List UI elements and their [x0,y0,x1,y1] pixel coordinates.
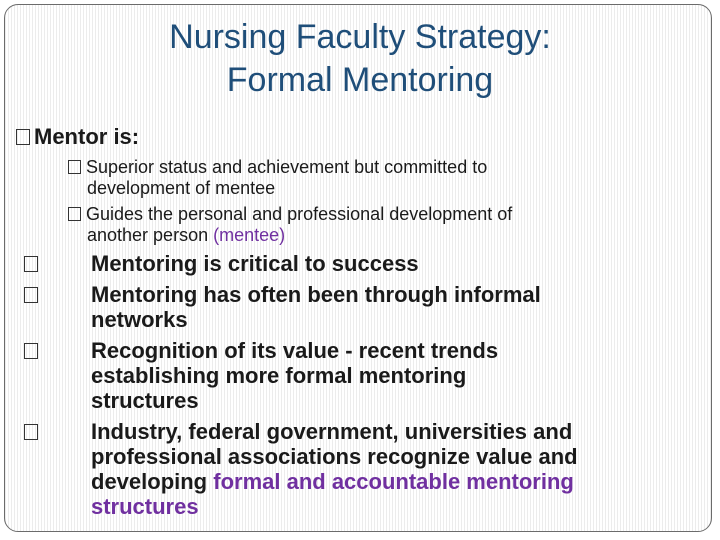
mentor-sub-bullet-1 [68,157,487,199]
slide-title-line-2: Formal Mentoring [226,61,494,99]
square-bullet-icon [16,129,30,145]
mentor-heading [16,124,139,150]
bullet-3-line-1: Recognition of its value - recent trends [91,338,499,363]
square-bullet-icon [24,256,38,272]
bullet-3-line-3: structures [91,388,199,413]
square-bullet-icon [68,207,81,221]
bullet-item-2 [24,282,684,332]
square-bullet-icon [24,424,38,440]
square-bullet-icon [68,160,81,174]
bullet-2-line-2: networks [91,307,188,332]
slide-title-line-1: Nursing Faculty Strategy: [169,18,551,56]
mentor-sub-bullet-2 [68,204,512,246]
mentor-sub2-text: Guides the personal and professional development of [86,204,513,224]
bullet-4-line-3-plain: developing [91,469,208,494]
mentor-sub1-continuation: development of mentee [87,178,276,198]
bullet-4-line-4-accent: structures [91,494,199,519]
bullet-3-line-2: establishing more formal mentoring [91,363,467,388]
bullet-item-4 [24,419,684,519]
square-bullet-icon [24,343,38,359]
bullet-4-line-2: professional associations recognize value and [91,444,578,469]
bullet-item-3 [24,338,684,413]
mentor-heading-text: Mentor is: [34,124,140,149]
square-bullet-icon [24,287,38,303]
bullet-1-text: Mentoring is critical to success [91,251,419,276]
bullet-item-1 [24,251,684,276]
bullet-4-line-3-accent: formal and accountable mentoring [213,469,574,494]
mentor-sub1-text: Superior status and achievement but committed to [86,157,488,177]
mentee-accent-text: (mentee) [213,225,286,245]
bullet-2-line-1: Mentoring has often been through informal [91,282,541,307]
bullet-4-line-1: Industry, federal government, universities and [91,419,573,444]
mentor-sub2-continuation: another person [87,225,209,245]
